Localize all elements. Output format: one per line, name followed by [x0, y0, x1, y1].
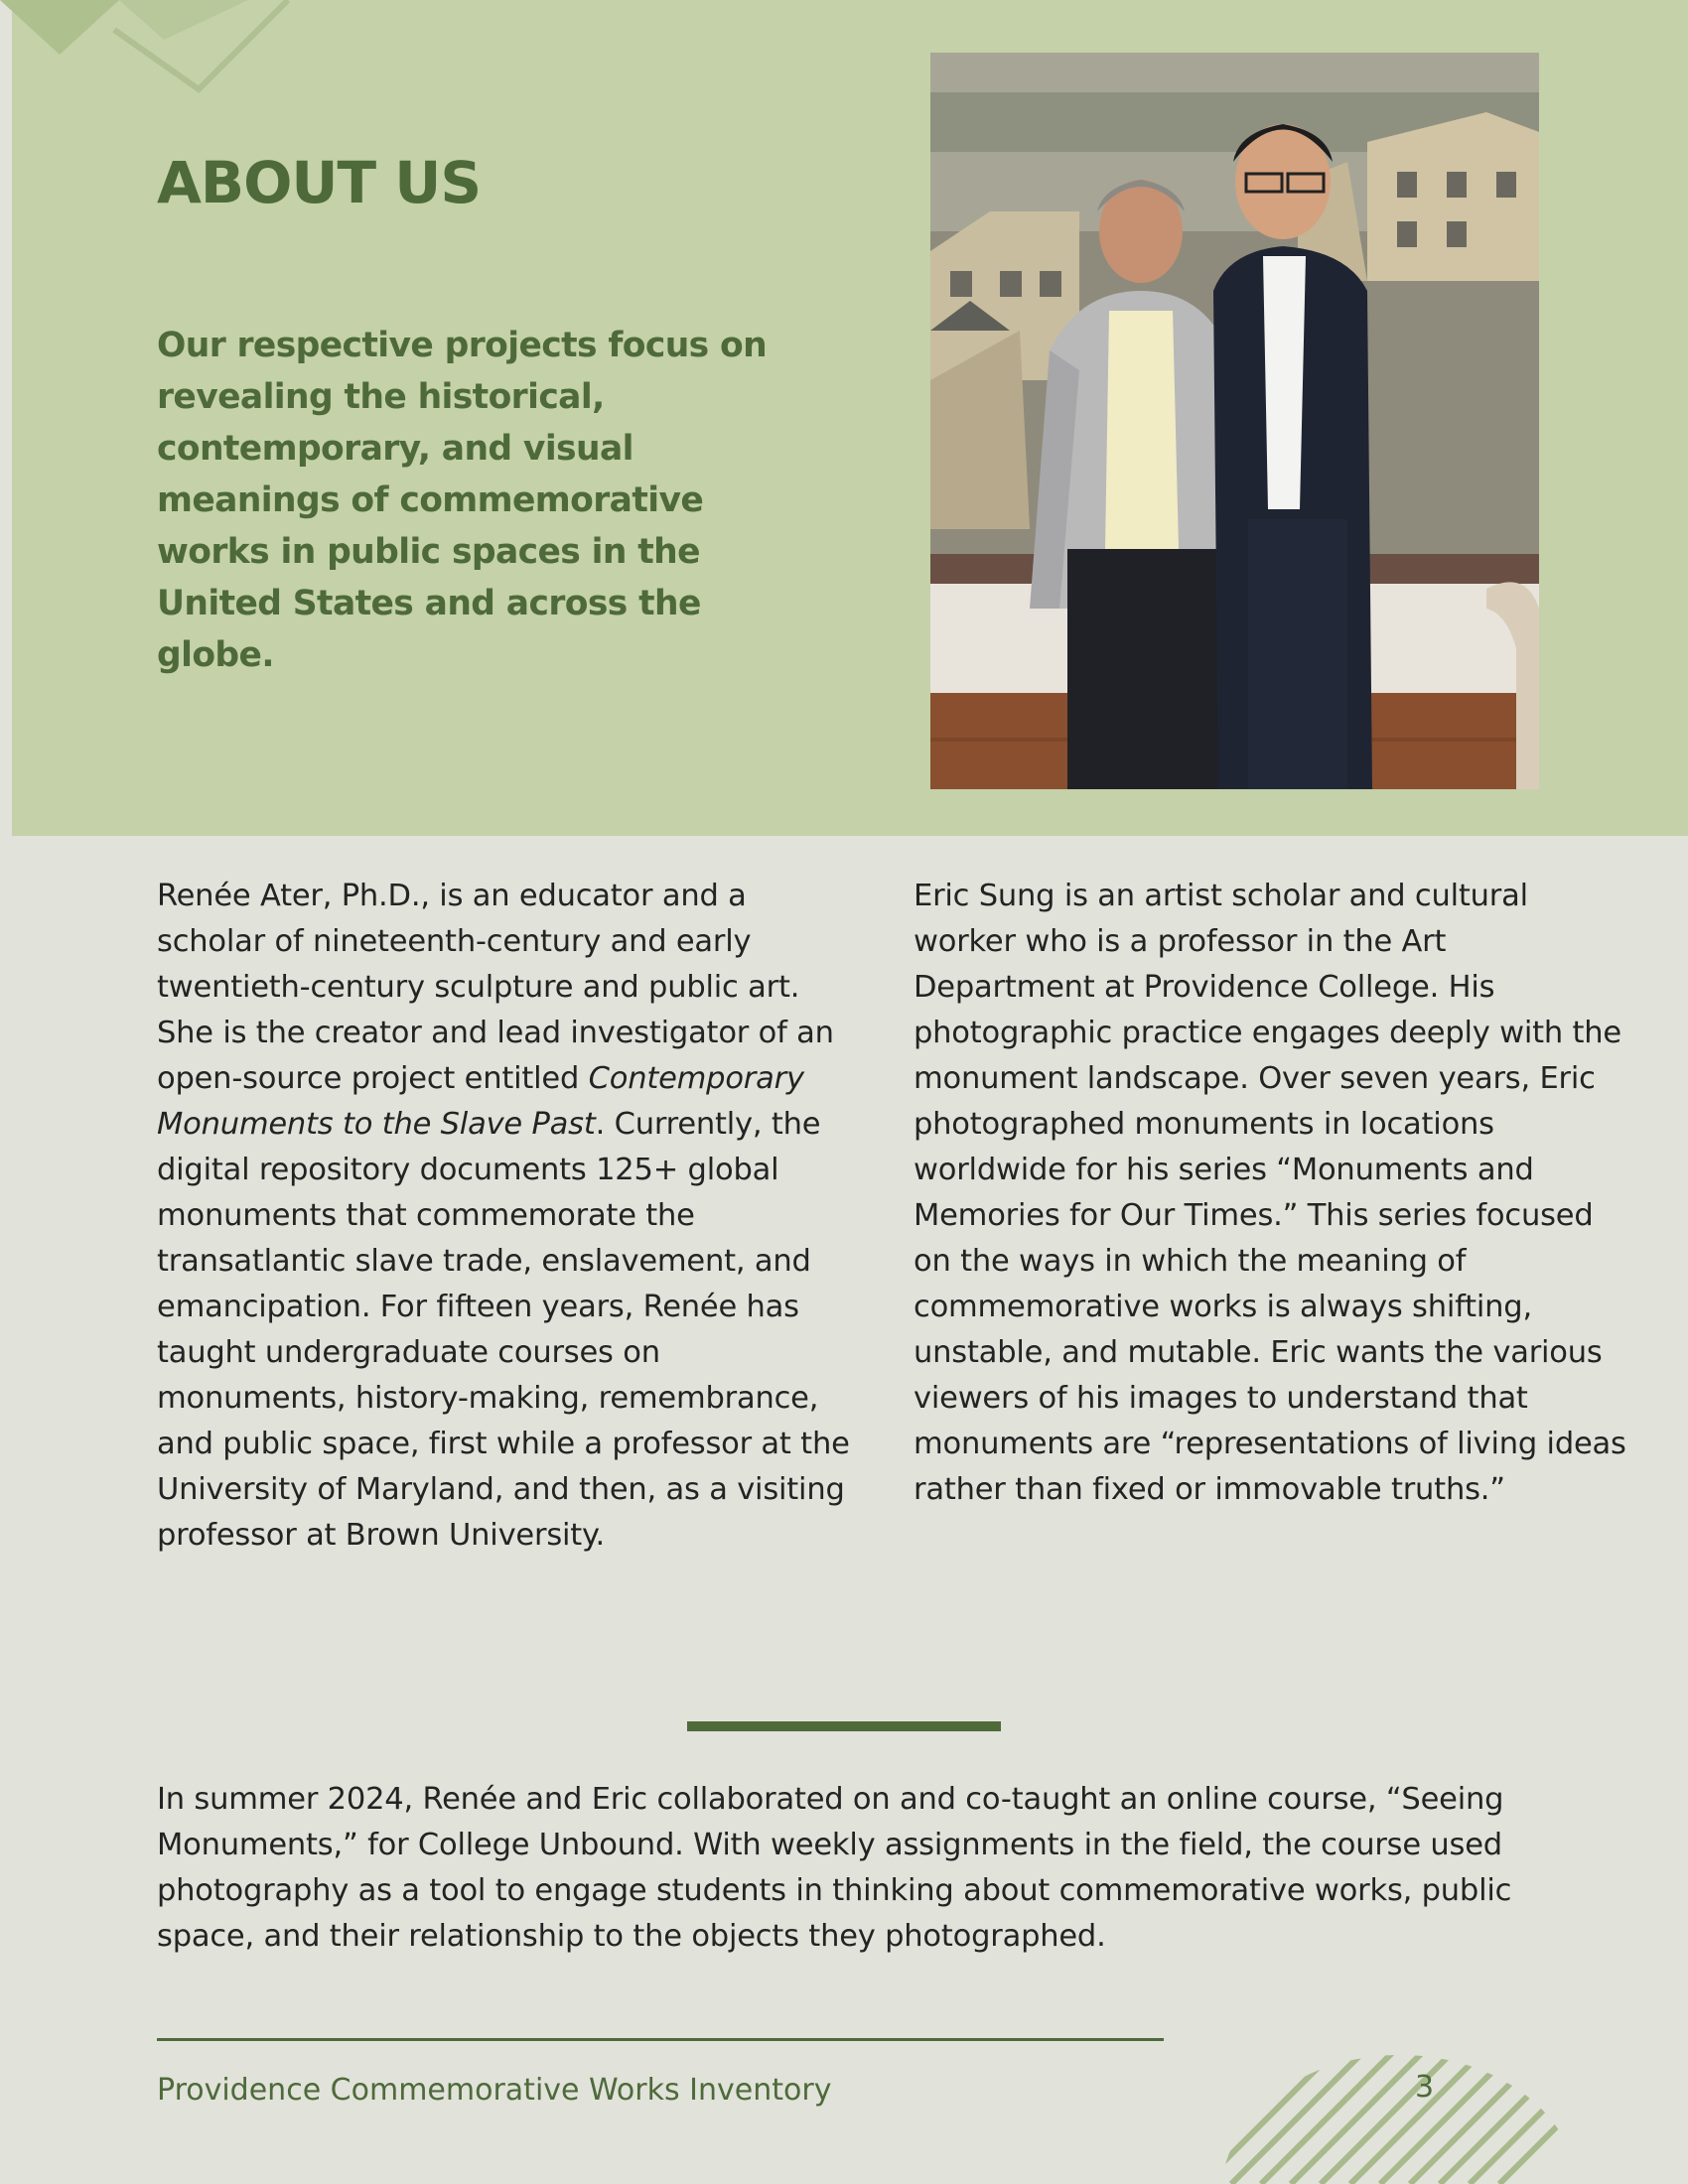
collaboration-paragraph: In summer 2024, Renée and Eric collaborated on and co-taught an online course, “Seeing Monuments,” for College Unbound. With weekly assignments in the field, the course used photography as a tool to engage students in thinking about commemorative works, public space, and their relationship to the objects they photographed.	[157, 1782, 1512, 1954]
bio-renee-part2: . Currently, the digital repository documents 125+ global monuments that commemorate the transatlantic slave trade, enslavement, and emancipation. For fifteen years, Renée has taught undergraduate courses on monuments, history-making, remembrance, and public space, first while a professor at the University of Maryland, and then, as a visiting professor at Brown University.	[157, 1107, 850, 1553]
footer-rule	[157, 2038, 1164, 2041]
section-divider	[687, 1721, 1001, 1731]
decorative-stripes-bottom	[1172, 2035, 1589, 2184]
page-number: 3	[1415, 2070, 1435, 2105]
decorative-chevrons-top	[0, 0, 298, 99]
photo-two-people-icon	[930, 53, 1539, 789]
bio-eric: Eric Sung is an artist scholar and cultural worker who is a professor in the Art Department at Providence College. His photographic practice engages deeply with the monument landscape. Over seven years, Eric photographed monuments in locations worldwide for his series “Monuments and Memories for Our Times.” This series focused on the ways in which the meaning of commemorative works is always shifting, unstable, and mutable. Eric wants the various viewers of his images to understand that monuments are “representations of living ideas rather than fixed or immovable truths.”	[914, 879, 1626, 1507]
footer-title: Providence Commemorative Works Inventory	[157, 2073, 832, 2108]
project-title: Contemporary Monuments to the Slave Past	[157, 1061, 804, 1142]
portrait-photo	[930, 53, 1539, 789]
intro-statement: Our respective projects focus on revealing the historical, contemporary, and visual meanings of commemorative works in public spaces in the United States and across the globe.	[157, 326, 768, 675]
bio-renee	[157, 874, 852, 1559]
page-title: ABOUT US	[157, 149, 482, 216]
bio-renee-part1: Renée Ater, Ph.D., is an educator and a scholar of nineteenth-century and early twentieth-century sculpture and public art. She is the creator and lead investigator of an open-source project entitled	[157, 879, 834, 1096]
